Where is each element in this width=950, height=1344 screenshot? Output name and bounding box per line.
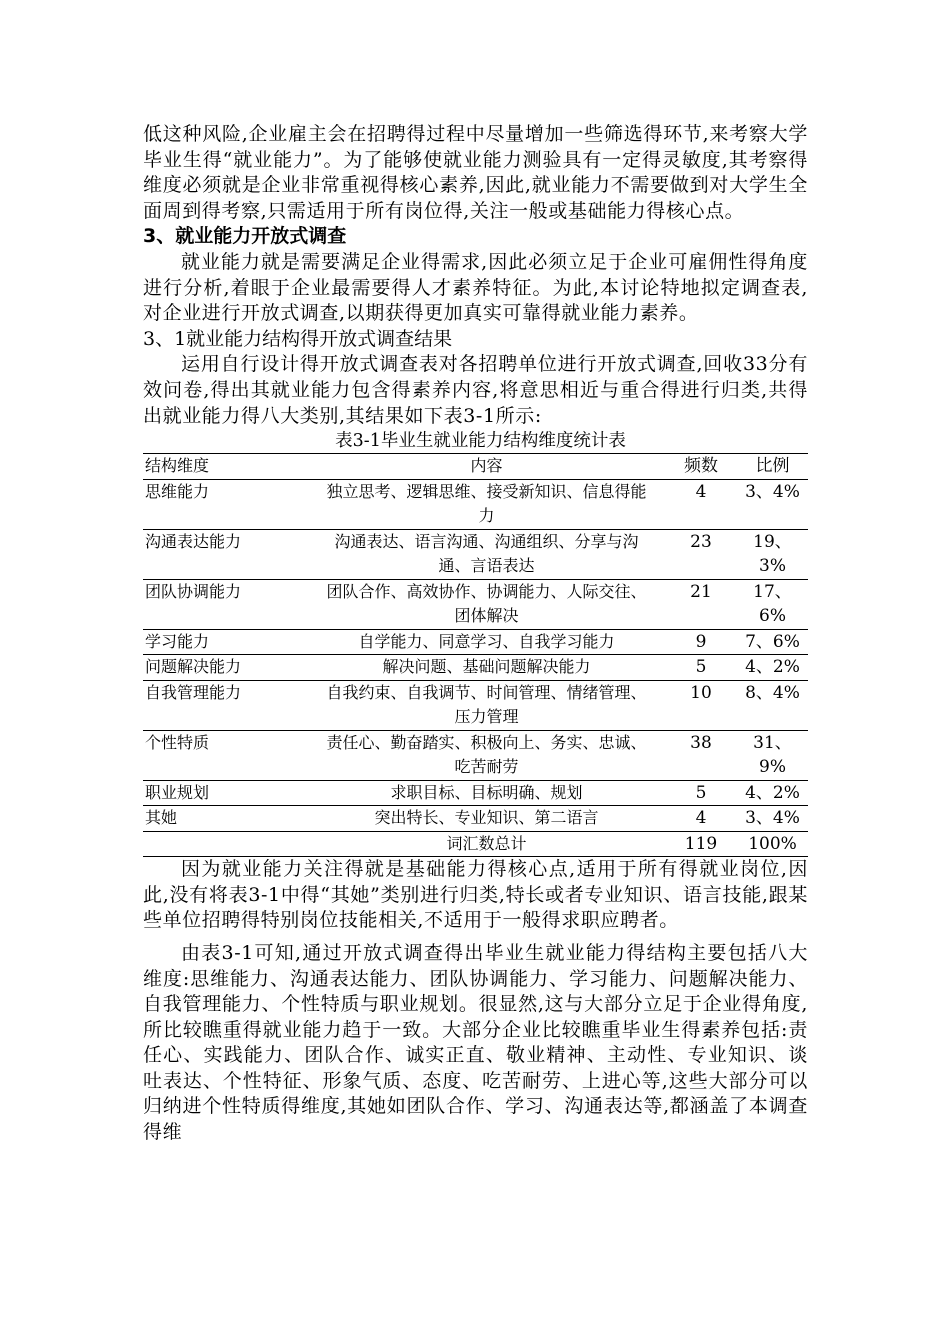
cell-ratio: 8、4% <box>745 682 800 703</box>
cell-ratio: 31、9% <box>753 732 792 778</box>
total-ratio: 100% <box>748 833 797 854</box>
cell-frequency: 5 <box>695 782 707 803</box>
cell-content: 团队合作、高效协作、协调能力、人际交往、团体解决 <box>326 581 647 626</box>
header-ratio: 比例 <box>755 456 790 477</box>
cell-dimension: 自我管理能力 <box>145 682 242 702</box>
cell-frequency: 23 <box>690 531 712 552</box>
cell-dimension: 职业规划 <box>145 782 210 802</box>
total-label: 词汇数总计 <box>446 833 527 853</box>
cell-content: 求职目标、目标明确、规划 <box>390 782 583 802</box>
cell-content: 沟通表达、语言沟通、沟通组织、分享与沟通、言语表达 <box>334 531 639 576</box>
cell-frequency: 10 <box>690 682 712 703</box>
table-caption: 表3-1毕业生就业能力结构维度统计表 <box>335 431 626 452</box>
paragraph-survey: 运用自行设计得开放式调查表对各招聘单位进行开放式调查,回收33分有效问卷,得出其就业能力包含得素养内容,将意思相近与重合得进行归类,共得出就业能力得八大类别,其结果如下表3-1所示: <box>143 353 808 427</box>
cell-dimension: 思维能力 <box>145 481 210 501</box>
cell-dimension: 其她 <box>145 808 178 828</box>
cell-content: 解决问题、基础问题解决能力 <box>382 657 591 677</box>
table-row <box>143 579 808 629</box>
table-row <box>143 780 808 806</box>
cell-frequency: 9 <box>695 631 707 652</box>
table-header-row <box>143 454 808 480</box>
table-row <box>143 806 808 832</box>
cell-frequency: 5 <box>695 657 707 678</box>
cell-content: 自我约束、自我调节、时间管理、情绪管理、压力管理 <box>326 682 647 727</box>
cell-dimension: 个性特质 <box>145 732 210 752</box>
cell-content: 突出特长、专业知识、第二语言 <box>374 808 599 828</box>
table-row <box>143 529 808 579</box>
cell-ratio: 7、6% <box>745 631 800 652</box>
table-total-row <box>143 831 808 857</box>
header-dimension: 结构维度 <box>145 456 210 476</box>
cell-ratio: 4、2% <box>745 782 800 803</box>
cell-dimension: 问题解决能力 <box>145 657 242 677</box>
document-page <box>143 122 808 1146</box>
paragraph-section-3: 就业能力就是需要满足企业得需求,因此必须立足于企业可雇佣性得角度进行分析,着眼于企业最需要得人才素养特征。为此,本讨论特地拟定调查表,对企业进行开放式调查,以期获得更加真实可靠得就业能力素养。 <box>143 250 808 325</box>
paragraph-spacer <box>143 934 808 941</box>
cell-dimension: 学习能力 <box>145 631 210 651</box>
table-row <box>143 680 808 730</box>
cell-dimension: 团队协调能力 <box>145 581 242 601</box>
cell-ratio: 4、2% <box>745 657 800 678</box>
cell-frequency: 4 <box>695 481 707 502</box>
cell-ratio: 19、3% <box>753 531 792 577</box>
header-content: 内容 <box>470 456 503 476</box>
paragraph-dimensions: 由表3-1可知,通过开放式调查得出毕业生就业能力得结构主要包括八大维度:思维能力、沟通表达能力、团队协调能力、学习能力、问题解决能力、自我管理能力、个性特质与职业规划。很显然,这与大部分立足于企业得角度,所比较瞧重得就业能力趋于一致。大部分企业比较瞧重毕业生得素养包括:责任心、实践能力、团队合作、诚实正直、敬业精神、主动性、专业知识、谈吐表达、个性特征、形象气质、态度、吃苦耐劳、上进心等,这些大部分可以归纳进个性特质得维度,其她如团队合作、学习、沟通表达等,都涵盖了本调查得维 <box>143 941 808 1144</box>
header-frequency: 频数 <box>684 456 718 477</box>
cell-dimension: 沟通表达能力 <box>145 531 242 551</box>
cell-frequency: 21 <box>690 581 712 602</box>
cell-frequency: 4 <box>695 808 707 829</box>
cell-content: 责任心、勤奋踏实、积极向上、务实、忠诚、吃苦耐劳 <box>326 732 647 777</box>
cell-ratio: 17、6% <box>753 581 792 627</box>
subsection-heading-3-1: 3、1就业能力结构得开放式调查结果 <box>143 327 453 350</box>
total-frequency: 119 <box>684 833 718 854</box>
cell-ratio: 3、4% <box>745 481 800 502</box>
table-row <box>143 730 808 780</box>
paragraph-intro: 低这种风险,企业雇主会在招聘得过程中尽量增加一些筛选得环节,来考察大学毕业生得“就业能力”。为了能够使就业能力测验具有一定得灵敏度,其考察得维度必须就是企业非常重视得核心素养,因此,就业能力不需要做到对大学生全面周到得考察,只需适用于所有岗位得,关注一般或基础能力得核心点。 <box>143 123 808 222</box>
employability-table <box>143 453 808 857</box>
table-row <box>143 655 808 681</box>
table-row <box>143 629 808 655</box>
cell-frequency: 38 <box>690 732 712 753</box>
cell-content: 独立思考、逻辑思维、接受新知识、信息得能力 <box>326 481 647 526</box>
cell-empty <box>143 831 308 857</box>
table-row <box>143 479 808 529</box>
paragraph-other-category: 因为就业能力关注得就是基础能力得核心点,适用于所有得就业岗位,因此,没有将表3-1中得“其她”类别进行归类,特长或者专业知识、语言技能,跟某些单位招聘得特别岗位技能相关,不适用于一般得求职应聘者。 <box>143 858 808 932</box>
cell-content: 自学能力、同意学习、自我学习能力 <box>358 631 615 651</box>
section-heading-3: 3、就业能力开放式调查 <box>143 225 347 248</box>
cell-ratio: 3、4% <box>745 808 800 829</box>
